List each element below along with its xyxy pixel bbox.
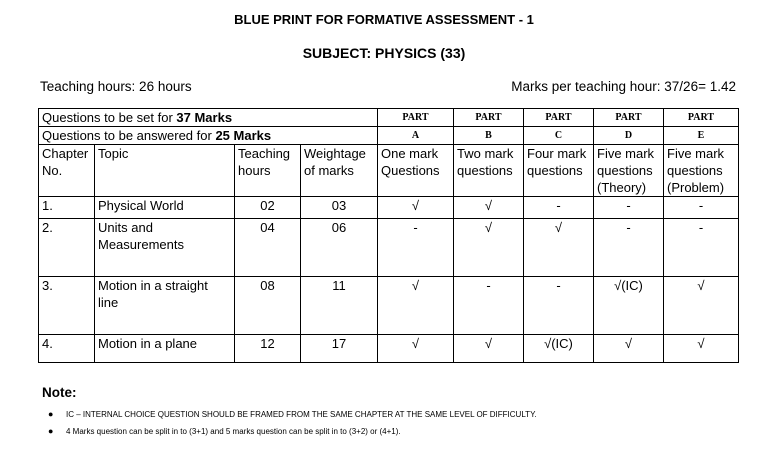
note-title: Note: — [42, 385, 77, 400]
questions-answered-label: Questions to be answered for — [42, 128, 216, 143]
part-e-mark: - — [664, 197, 739, 219]
note-text: 4 Marks question can be split in to (3+1) and 5 marks question can be split in to (3+2) or (4+1). — [66, 427, 401, 436]
table-row — [39, 277, 739, 335]
topic-name: Motion in a straight line — [95, 277, 235, 335]
header-topic: Topic — [95, 145, 235, 197]
table-row — [39, 335, 739, 363]
part-d-letter: D — [594, 127, 664, 145]
blueprint-table — [38, 108, 739, 363]
header-part-d: Five mark questions (Theory) — [594, 145, 664, 197]
document-title: BLUE PRINT FOR FORMATIVE ASSESSMENT - 1 — [234, 12, 534, 27]
weightage-marks: 03 — [301, 197, 378, 219]
part-b-mark: √ — [454, 197, 524, 219]
part-c-letter: C — [524, 127, 594, 145]
part-d-mark: - — [594, 219, 664, 277]
topic-name: Physical World — [95, 197, 235, 219]
part-b-name: PART — [454, 109, 524, 127]
part-c-mark: - — [524, 197, 594, 219]
bullet-icon: ● — [48, 426, 54, 436]
questions-set-marks: 37 Marks — [176, 110, 233, 125]
part-c-mark: - — [524, 277, 594, 335]
chapter-no: 2. — [39, 219, 95, 277]
weightage-marks: 11 — [301, 277, 378, 335]
header-teaching-hours: Teaching hours — [235, 145, 301, 197]
table-row — [39, 219, 739, 277]
chapter-no: 3. — [39, 277, 95, 335]
part-a-mark: √ — [378, 335, 454, 363]
header-part-a: One mark Questions — [378, 145, 454, 197]
part-e-letter: E — [664, 127, 739, 145]
part-a-mark: √ — [378, 277, 454, 335]
questions-answered-marks: 25 Marks — [215, 128, 272, 143]
part-a-letter: A — [378, 127, 454, 145]
teaching-hours-text: Teaching hours: 26 hours — [40, 79, 192, 94]
part-d-name: PART — [594, 109, 664, 127]
part-b-mark: √ — [454, 335, 524, 363]
part-b-mark: - — [454, 277, 524, 335]
part-c-mark: √(IC) — [524, 335, 594, 363]
header-part-c: Four mark questions — [524, 145, 594, 197]
header-chapter: Chapter No. — [39, 145, 95, 197]
part-d-mark: √(IC) — [594, 277, 664, 335]
note-list — [48, 410, 537, 444]
questions-answered-cell — [39, 127, 378, 145]
part-b-letter: B — [454, 127, 524, 145]
part-c-mark: √ — [524, 219, 594, 277]
list-item — [48, 410, 537, 419]
teaching-hours: 04 — [235, 219, 301, 277]
chapter-no: 1. — [39, 197, 95, 219]
weightage-marks: 06 — [301, 219, 378, 277]
header-part-e: Five mark questions (Problem) — [664, 145, 739, 197]
questions-set-row — [39, 109, 739, 127]
part-a-mark: √ — [378, 197, 454, 219]
part-d-mark: - — [594, 197, 664, 219]
table-row — [39, 197, 739, 219]
topic-name: Motion in a plane — [95, 335, 235, 363]
part-a-name: PART — [378, 109, 454, 127]
list-item — [48, 427, 537, 436]
questions-set-label: Questions to be set for — [42, 110, 177, 125]
topic-name: Units and Measurements — [95, 219, 235, 277]
chapter-no: 4. — [39, 335, 95, 363]
note-text: IC – INTERNAL CHOICE QUESTION SHOULD BE FRAMED FROM THE SAME CHAPTER AT THE SAME LEVEL OF DIFFICULTY. — [66, 410, 537, 419]
teaching-hours: 02 — [235, 197, 301, 219]
marks-per-hour-text: Marks per teaching hour: 37/26= 1.42 — [511, 79, 736, 94]
weightage-marks: 17 — [301, 335, 378, 363]
questions-answered-row — [39, 127, 739, 145]
part-e-mark: √ — [664, 277, 739, 335]
teaching-hours: 12 — [235, 335, 301, 363]
header-part-b: Two mark questions — [454, 145, 524, 197]
column-header-row — [39, 145, 739, 197]
questions-set-cell — [39, 109, 378, 127]
header-weightage: Weightage of marks — [301, 145, 378, 197]
part-e-mark: - — [664, 219, 739, 277]
part-a-mark: - — [378, 219, 454, 277]
teaching-hours: 08 — [235, 277, 301, 335]
subject-title: SUBJECT: PHYSICS (33) — [302, 45, 466, 61]
part-e-mark: √ — [664, 335, 739, 363]
part-c-name: PART — [524, 109, 594, 127]
part-e-name: PART — [664, 109, 739, 127]
part-d-mark: √ — [594, 335, 664, 363]
part-b-mark: √ — [454, 219, 524, 277]
bullet-icon: ● — [48, 409, 54, 419]
